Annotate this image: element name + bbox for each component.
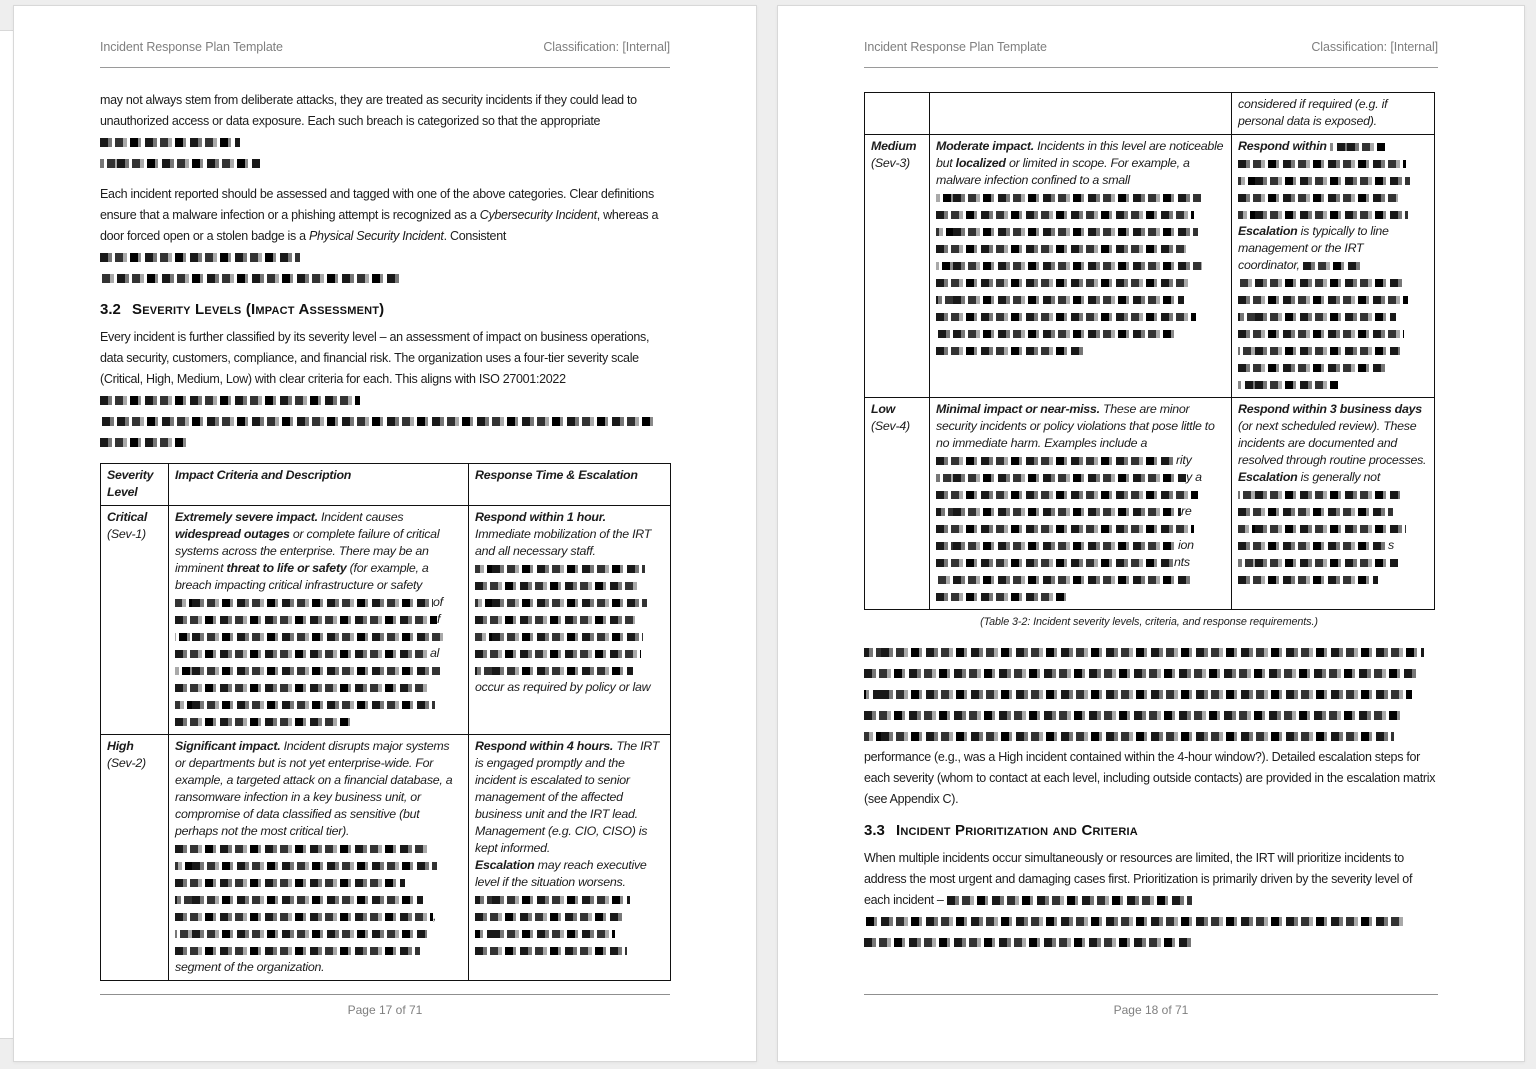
page-18[interactable] [777,5,1525,1062]
header-document-title: Incident Response Plan Template [864,40,1047,54]
redacted-text [864,711,1404,720]
redacted-text [1238,508,1393,516]
section-title: Incident Prioritization and Criteria [896,822,1138,839]
cell-medium-criteria: Moderate impact. Incidents in this level are noticeable but localized or limited in scope. For example, a malware infection confined to a small [930,135,1232,398]
previous-page-edge [0,30,14,1039]
header-classification: Classification: [Internal] [1311,40,1438,54]
redacted-text [936,491,1198,499]
cell-high-criteria: Significant impact. Incident disrupts major systems or departments but is not yet enterprise-wide. For example, a targeted attack on a financial database, a ransomware infection in a key business unit, or compromise of data classified as sensitive (but perhaps not the most critical tier). , segment of the organization. [169,735,469,981]
page-number: Page 18 of 71 [1113,1003,1189,1017]
severity-table-continued [864,92,1435,610]
redacted-text [864,648,1424,657]
cell-low-criteria: Minimal impact or near-miss. These are minor security incidents or policy violations that pose little to no immediate harm. Examples include a rity y a re ion nts [930,398,1232,610]
redacted-text [1238,177,1410,185]
paragraph-severity-intro: Every incident is further classified by its severity level – an assessment of impact on business operations, data security, customers, compliance, and financial risk. The organization uses a four-tier severity scale (Critical, High, Medium, Low) with clear criteria for each. This aligns with ISO 27001:2022 [100,327,670,453]
redacted-text [475,913,623,921]
redacted-text [1238,559,1398,567]
redacted-text [936,330,1176,338]
redacted-text [1238,542,1388,550]
redacted-text [175,616,437,624]
page-header [100,40,670,55]
header-classification: Classification: [Internal] [543,40,670,54]
cell-medium-response: Respond within Escalation is typically to line management or the IRT coordinator, [1232,135,1435,398]
paragraph-category-definitions: Each incident reported should be assessed and tagged with one of the above categories. Clear definitions ensure that a malware infection or a phishing attempt is recognized as a Cybersecurity Incident, whereas a door forced open or a stolen badge is a Physical Security Incident. Consistent [100,184,670,289]
table-row-medium [865,135,1435,398]
redacted-text [1238,313,1396,321]
redacted-text [475,599,647,607]
redacted-text [175,930,427,938]
redacted-text [100,274,400,283]
redacted-text [1238,364,1388,372]
redacted-text [1238,576,1378,584]
redacted-text [864,669,1416,678]
cell-cont-response: considered if required (e.g. if personal data is exposed). [1232,93,1435,135]
redacted-text [475,616,635,624]
redacted-text [936,228,1198,236]
header-document-title: Incident Response Plan Template [100,40,283,54]
cell-critical-level: Critical (Sev-1) [101,506,169,735]
redacted-text [936,576,1191,584]
redacted-text [936,542,1178,550]
table-row-critical [101,506,671,735]
redacted-text [1238,525,1406,533]
header-rule [864,67,1438,68]
redacted-text [936,194,1201,202]
cell-low-level: Low (Sev-4) [865,398,930,610]
redacted-text [1238,347,1400,355]
redacted-text [1238,160,1406,168]
cell-critical-criteria: Extremely severe impact. Incident causes widespread outages or complete failure of critical systems across the enterprise. There may be an imminent threat to life or safety (for example, a breach impacting critical infrastructure or safety of f al [169,506,469,735]
redacted-text [936,474,1186,482]
redacted-text [175,684,427,692]
redacted-text [475,667,633,675]
redacted-text [1238,330,1404,338]
redacted-text [100,438,190,447]
redacted-text [175,896,423,904]
section-number: 3.3 [864,822,885,839]
table-caption: (Table 3-2: Incident severity levels, criteria, and response requirements.) [980,616,1318,628]
redacted-text [1238,194,1398,202]
redacted-text [936,279,1191,287]
redacted-text [475,896,630,904]
section-heading-3-3 [864,820,1438,842]
redacted-text [936,262,1202,270]
redacted-text [1238,296,1408,304]
redacted-text [947,896,1192,905]
page-footer [100,994,670,1017]
redacted-text [175,599,433,607]
column-header-severity-level: Severity Level [101,464,169,506]
redacted-text [475,650,641,658]
redacted-text [100,159,260,168]
cell-high-level: High (Sev-2) [101,735,169,981]
section-heading-3-2 [100,299,670,321]
redacted-text [175,667,440,675]
redacted-text [475,565,645,573]
redacted-text [475,947,627,955]
redacted-text [175,650,430,658]
redacted-text [936,211,1194,219]
redacted-text [936,559,1174,567]
redacted-text [100,253,300,262]
paragraph-incident-categories: may not always stem from deliberate attacks, they are treated as security incidents if they could lead to unauthorized access or data exposure. Each such breach is categorized so that the appropriate [100,90,670,174]
page-footer [864,994,1438,1017]
section-title: Severity Levels (Impact Assessment) [132,301,385,318]
redacted-text [864,917,1404,926]
redacted-text [936,457,1176,465]
redacted-text [100,396,360,405]
redacted-text [1303,262,1361,270]
redacted-text [175,701,435,709]
column-header-response-time: Response Time & Escalation [469,464,671,506]
page-17[interactable] [13,5,757,1062]
redacted-text [864,938,1194,947]
redacted-text [936,313,1196,321]
redacted-text [175,913,433,921]
redacted-text [1238,381,1338,389]
redacted-text [936,347,1086,355]
redacted-text [175,633,443,641]
redacted-text [1238,491,1400,499]
paragraph-escalation-details: performance (e.g., was a High incident contained within the 4-hour window?). Detailed escalation steps for each severity (whom to contact at each level, including outside contacts) are provided in the escalation matrix (see Appendix C). [864,642,1438,810]
redacted-text [1238,279,1403,287]
redacted-text [936,245,1186,253]
header-rule [100,67,670,68]
cell-cont-level [865,93,930,135]
severity-table [100,463,671,981]
redacted-text [936,525,1194,533]
section-number: 3.2 [100,301,121,318]
cell-cont-criteria [930,93,1232,135]
redacted-text [100,138,240,147]
paragraph-prioritization: When multiple incidents occur simultaneously or resources are limited, the IRT will prioritize incidents to address the most urgent and damaging cases first. Prioritization is primarily driven by the severity level of each incident – [864,848,1438,953]
redacted-text [175,718,350,726]
redacted-text [936,508,1181,516]
table-row-high [101,735,671,981]
redacted-text [100,417,655,426]
redacted-text [936,296,1184,304]
redacted-text [864,732,1394,741]
redacted-text [936,593,1066,601]
cell-low-response: Respond within 3 business days (or next scheduled review). These incidents are documented and resolved through routine processes. Escalation is generally not s [1232,398,1435,610]
page-number: Page 17 of 71 [347,1003,423,1017]
redacted-text [864,690,1412,699]
redacted-text [175,845,430,853]
column-header-impact-criteria: Impact Criteria and Description [169,464,469,506]
redacted-text [475,633,643,641]
cell-critical-response: Respond within 1 hour. Immediate mobilization of the IRT and all necessary staff. occur as required by policy or law [469,506,671,735]
redacted-text [175,879,405,887]
table-row-low [865,398,1435,610]
cell-medium-level: Medium (Sev-3) [865,135,930,398]
table-row-continuation [865,93,1435,135]
redacted-text [175,947,420,955]
redacted-text [475,582,640,590]
redacted-text [475,930,615,938]
table-header-row [101,464,671,506]
redacted-text [1330,143,1385,151]
redacted-text [175,862,437,870]
cell-high-response: Respond within 4 hours. The IRT is engaged promptly and the incident is escalated to senior management of the affected business unit and the IRT lead. Management (e.g. CIO, CISO) is kept informed. Escalation may reach executive level if the situation worsens. [469,735,671,981]
redacted-text [1238,211,1408,219]
page-header [864,40,1438,55]
